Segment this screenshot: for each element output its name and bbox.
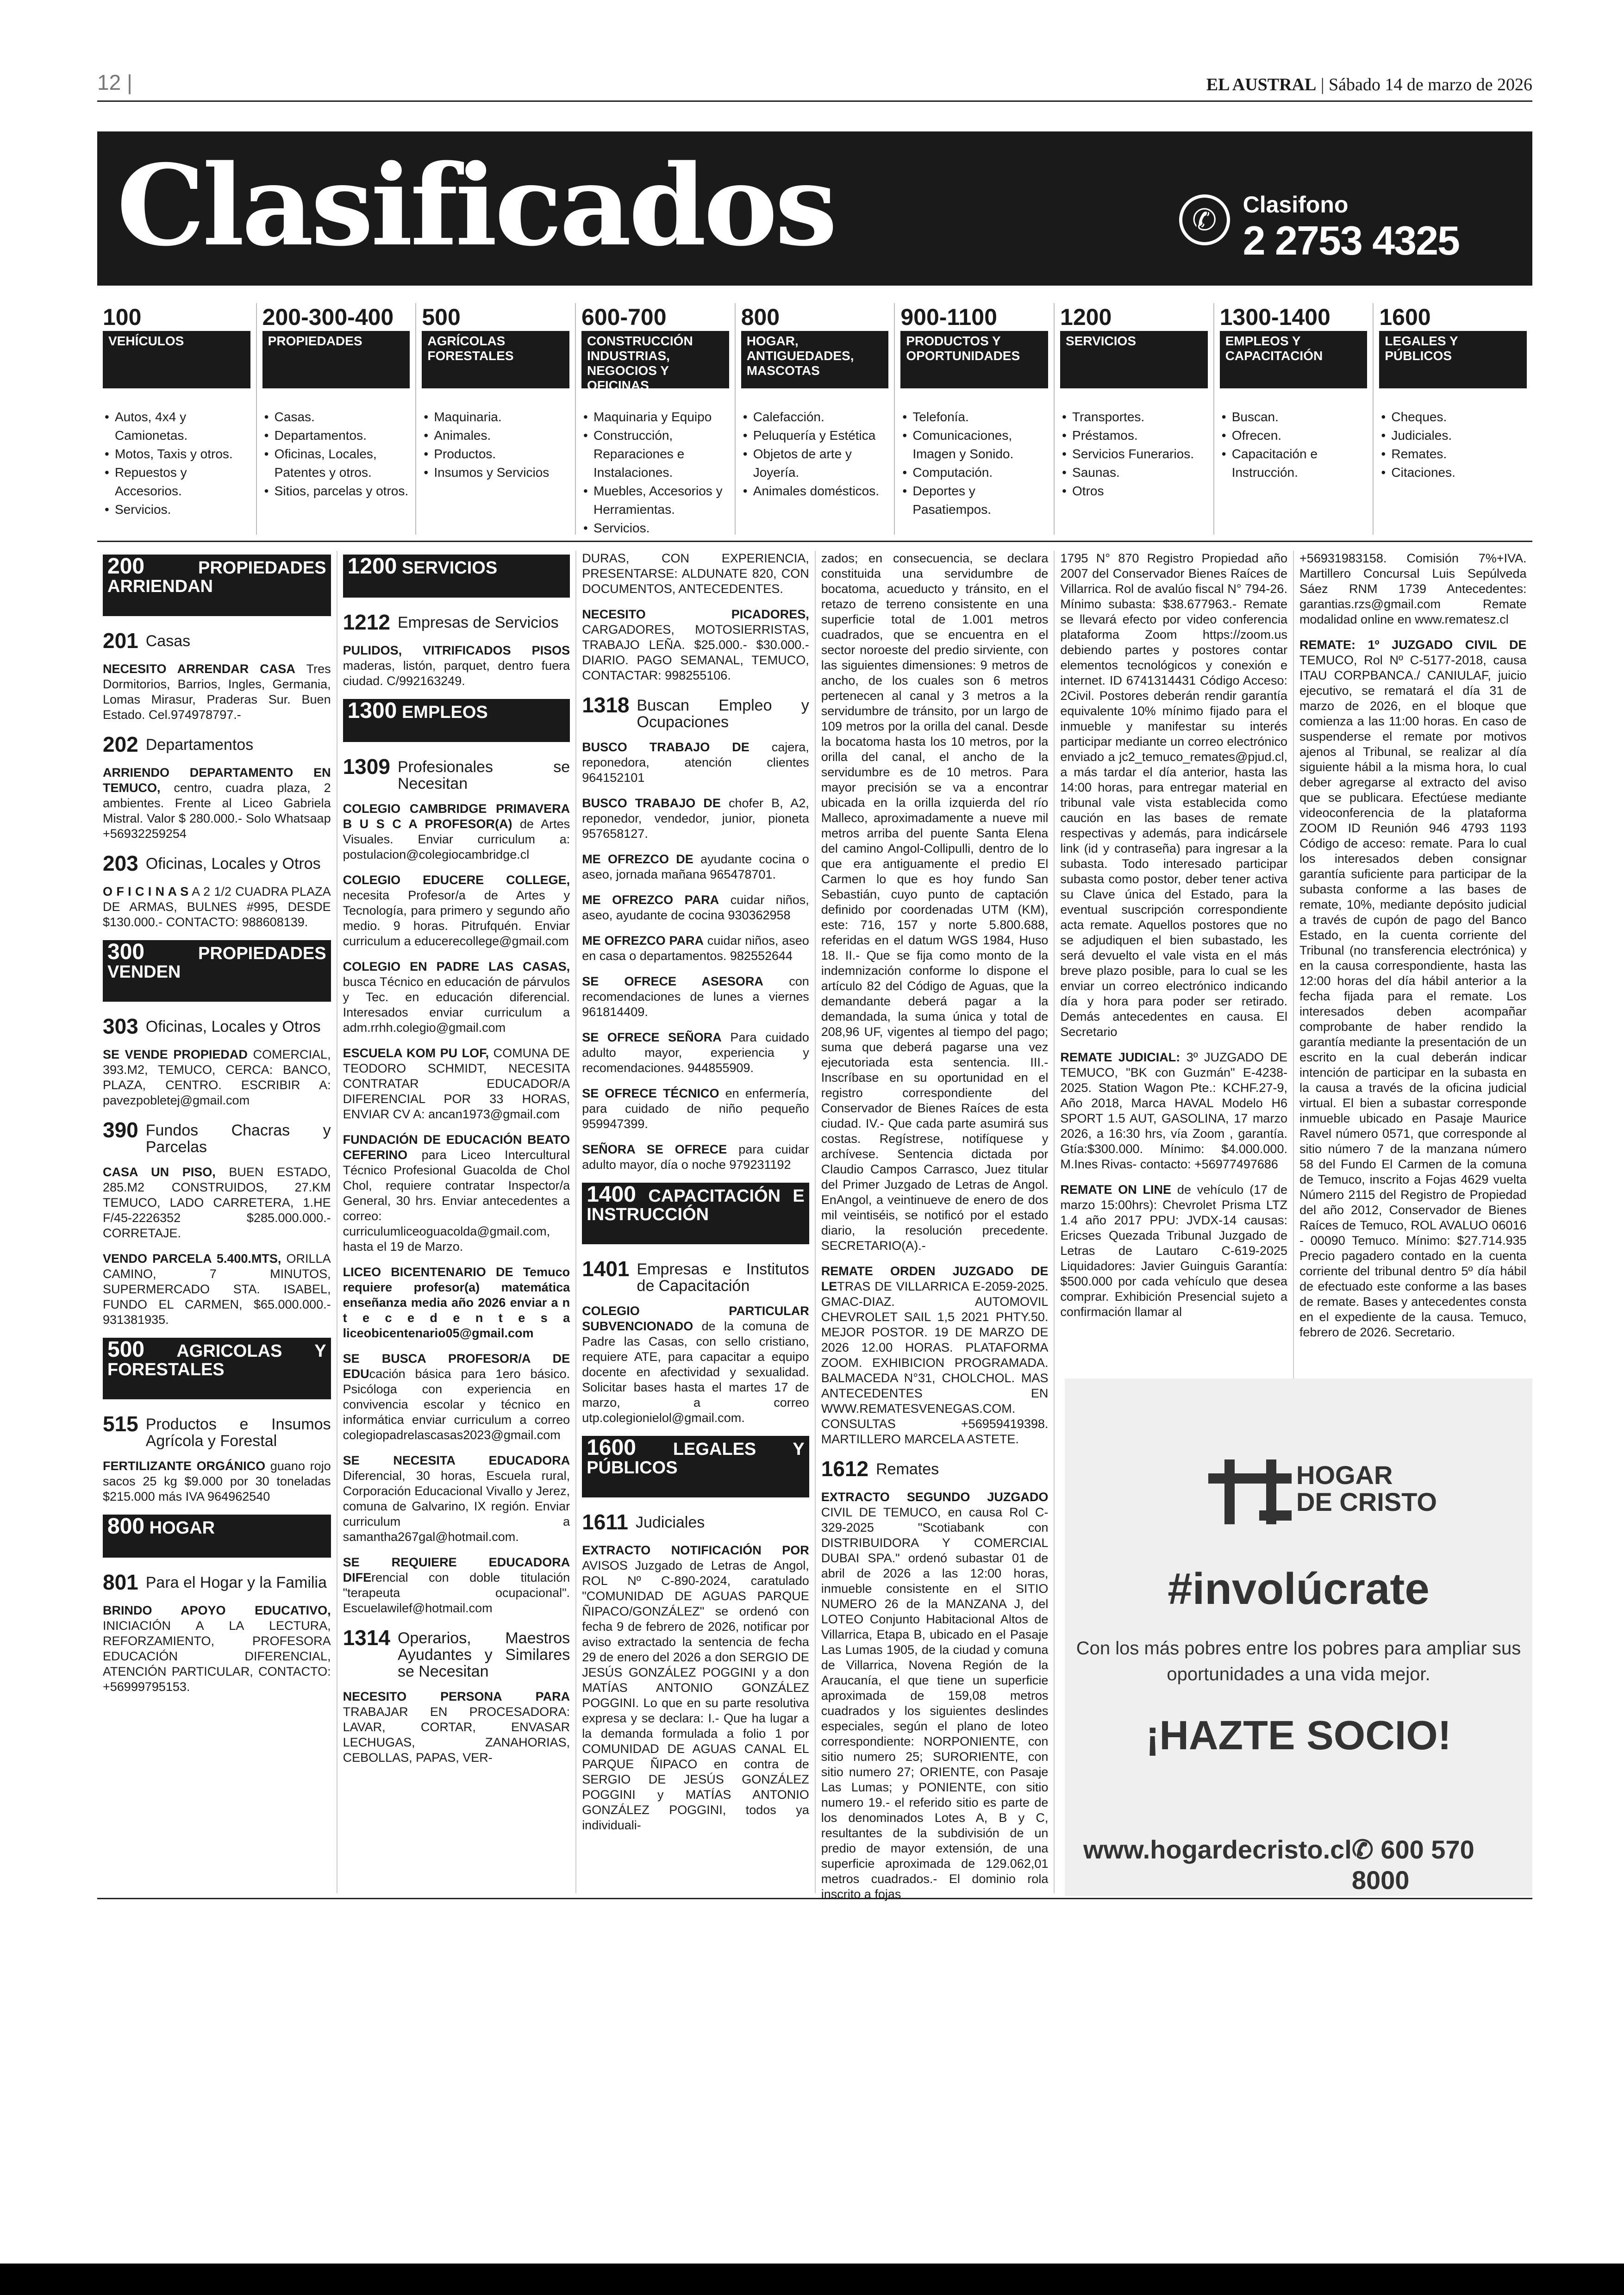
category-item: • Objetos de arte y Joyería. (741, 445, 889, 482)
classified-ad-continued: zados; en consecuencia, se declara constituida una servidumbre de bocatoma, acueducto y tránsito, en el retazo de terreno consistente en una superficie total de 1.001 metros cuadrados, que se encuentra en el sector noroeste del predio sirviente, con las siguientes dimensiones: 9 metros de ancho, de los cuales son 6 metros pertenecen al canal y 3 metros a la servidumbre de tránsito, por un largo de 109 metros por la orilla del canal. Desde la bocatoma hasta los 10 metros, por la orilla del canal, el ancho de la servidumbre es de 10 metros. Para mayor precisión se va a encontrar ubicada en la orilla izquierda del río Malleco, aproximadamente a nueve mil metros arriba del puente Santa Elena del camino Angol-Collipulli, dentro de lo que era antiguamente el predio El Carmen lo que es hoy fundo San Sebastián, cuyo punto de captación definido por coordenadas UTM (KM), este: 716, 157 y norte 5.800.688, referidas en el datum WGS 1984, Huso 18. II.- Que se fija como monto de la indemnización conforme lo dispone el artículo 82 del Código de Aguas, que la demandante deberá pagar a la demandada, la suma única y total de 208,96 UF, vigentes al tiempo del pago; suma que deberá pagarse una vez ejecutoriada esta sentencia. III.- Inscríbase en su oportunidad en el registro correspondiente del Conservador de Bienes Raíces de esta ciudad. IV.- Que cada parte asumirá sus costas. Regístrese, notifíquese y archívese. Sentencia dictada por Claudio Campos Carrasco, Juez titular del Primer Juzgado de Letras de Angol. EnAngol, a veintinueve de enero de dos mil veintiséis, se notificó por el estado diario, la resolución precedente. SECRETARIO(A).- (821, 551, 1049, 1253)
hogar-de-cristo-ad[interactable] (1065, 1378, 1532, 1896)
divider (97, 1898, 1532, 1899)
subsection-1612: 1612 Remates (821, 1457, 939, 1481)
category-900-1100 (894, 303, 1054, 535)
category-item: • Saunas. (1060, 463, 1208, 482)
subsection-390: 390 Fundos Chacras y Parcelas (103, 1118, 331, 1156)
category-item: • Maquinaria. (422, 408, 569, 426)
phone-icon: ✆ (1179, 194, 1230, 245)
page-header (97, 65, 1532, 102)
subsection-203: 203 Oficinas, Locales y Otros (103, 851, 321, 875)
subsection-1611: 1611 Judiciales (582, 1510, 705, 1534)
section-bar-300: 300 PROPIEDADES VENDEN (103, 940, 331, 1002)
classified-ad-continued: +56931983158. Comisión 7%+IVA. Martillero Concursal Luis Sepúlveda Sáez RNM 1739 Antecedentes: garantias.rzs@gmail.com Remate modalidad online en www.rematesz.cl (1299, 551, 1527, 626)
subsection-202: 202 Departamentos (103, 732, 254, 756)
category-label: EMPLEOS Y CAPACITACIÓN (1220, 331, 1368, 388)
category-item: • Oficinas, Locales, Patentes y otros. (262, 445, 410, 482)
classified-ad: PULIDOS, VITRIFICADOS PISOS maderas, listón, parquet, dentro fuera ciudad. C/992163249. (343, 643, 570, 688)
classified-ad: NECESITO ARRENDAR CASA Tres Dormitorios, Barrios, Ingles, Germania, Lomas Mirasur, Praderas Sur. Buen Estado. Cel.974978797.- (103, 662, 331, 722)
category-index (97, 303, 1532, 535)
section-bar-500: 500 AGRICOLAS Y FORESTALES (103, 1338, 331, 1399)
hogar-de-cristo-logo-icon (1204, 1455, 1296, 1529)
section-title: Clasificados (117, 140, 835, 271)
category-item: • Comunicaciones, Imagen y Sonido. (900, 426, 1048, 463)
category-label: HOGAR, ANTIGUEDADES, MASCOTAS (741, 331, 889, 388)
classified-ad: COLEGIO EN PADRE LAS CASAS, busca Técnico en educación de párvulos y Tec. en educación diferencial. Interesados enviar curriculum a adm.rrhh.colegio@gmail.com (343, 960, 570, 1035)
category-item: • Servicios. (581, 519, 729, 537)
category-item: • Casas. (262, 408, 410, 426)
category-600-700 (575, 303, 735, 535)
classified-ad: ME OFREZCO PARA cuidar niños, aseo en casa o departamentos. 982552644 (582, 934, 809, 963)
category-item: • Judiciales. (1379, 426, 1527, 445)
classified-ad: NECESITO PICADORES, CARGADORES, MOTOSIERRISTAS, TRABAJO LEÑA. $25.000.- $30.000.- DIARIO. PAGO SEMANAL, TEMUCO, CONTACTAR: 998255106. (582, 607, 809, 682)
classified-ad: CASA UN PISO, BUEN ESTADO, 285.M2 CONSTRUIDOS, 27.KM TEMUCO, LADO CARRETERA, 1.HE F/45-2226352 $285.000.000.- CORRETAJE. (103, 1165, 331, 1240)
category-items (1220, 408, 1368, 482)
classified-ad: FERTILIZANTE ORGÁNICO guano rojo sacos 25 kg $9.000 por 30 toneladas $215.000 más IVA 964962540 (103, 1459, 331, 1503)
category-label: SERVICIOS (1060, 331, 1208, 388)
category-item: • Sitios, parcelas y otros. (262, 482, 410, 500)
category-item: • Repuestos y Accesorios. (103, 463, 250, 500)
category-item: • Maquinaria y Equipo (581, 408, 729, 426)
subsection-515: 515 Productos e Insumos Agrícola y Forestal (103, 1412, 331, 1450)
category-item: • Animales domésticos. (741, 482, 889, 500)
category-number: 1200 (1060, 304, 1112, 330)
classified-ad: EXTRACTO SEGUNDO JUZGADO CIVIL DE TEMUCO, en causa Rol C-329-2025 "Scotiabank con DISTRIBUIDORA Y COMERCIAL DUBAI SPA." ordenó subastar 01 de abril de 2026 a las 12:00 horas, inmueble consistente en el SITIO NUMERO 26 de la MANZANA J, del LOTEO Conjunto Habitacional Altos de Villarrica, Etapa B, ubicado en el Pasaje Las Lumas 1905, de la ciudad y comuna de Villarrica, Novena Región de la Araucanía, el que tiene un superficie aproximada de 159,08 metros cuadrados y los siguientes deslindes especiales, según el plano de loteo correspondiente: NORPONIENTE, con sitio numero 25; SURORIENTE, con sitio numero 27; ORIENTE, con Pasaje Las Lumas; y PONIENTE, con sitio numero 19.- el referido sitio es parte de los denominados Lotes A, B y C, resultantes de la subdivisión de un predio de mayor extensión, de una superficie aproximada de 129.062,01 metros cuadrados.- El dominio rola inscrito a fojas (821, 1490, 1049, 1901)
category-number: 600-700 (581, 304, 667, 330)
category-item: • Citaciones. (1379, 463, 1527, 482)
classified-ad-continued: 1795 N° 870 Registro Propiedad año 2007 del Conservador Bienes Raíces de Villarrica. Rol de avalúo fiscal N° 794-26. Mínimo subasta: $38.677963.- Remate se llevará efecto por video conferencia plataforma Zoom https://zoom.us debiendo partes y postores contar elementos tecnológicos y conexión e internet. ID 6741314431 Código Acceso: 2Civil. Postores deberán rendir garantía equivalente 10% mínimo fijado para el inmueble y manifestar su interés participar mediante un correo electrónico enviado a jc2_temuco_remates@pjud.cl, a más tardar el día anterior, hasta las 14:00 horas, para entregar material en tribunal vale vista establecida como caución en las bases de remate respectivas y además, para indicársele link (id y contraseña) para ingresar a la subasta. Todo interesado participar subasta como postor, deber tener activa su Clave única del Estado, para la eventual suscripción correspondiente acta remate. Aquellos postores que no se adjudiquen el bien subastado, les será devuelto el vale vista en el más breve plazo posible, para lo cual se les enviar un correo electrónico indicando día y hora para poder ser retirado. Demás antecedentes en causa. El Secretario (1060, 551, 1287, 1039)
classified-ad: SE OFRECE ASESORA con recomendaciones de lunes a viernes 961814409. (582, 974, 809, 1019)
category-items (1060, 408, 1208, 500)
section-bar-1400: 1400 CAPACITACIÓN E INSTRUCCIÓN (582, 1183, 809, 1244)
classified-ad: SE VENDE PROPIEDAD COMERCIAL, 393.M2, TEMUCO, CERCA: BANCO, PLAZA, CENTRO. ESCRIBIR A: pavezpobletej@gmail.com (103, 1048, 331, 1107)
category-item: • Préstamos. (1060, 426, 1208, 445)
subsection-303: 303 Oficinas, Locales y Otros (103, 1014, 321, 1038)
classified-ad: REMATE ORDEN JUZGADO DE LETRAS DE VILLARRICA E-2059-2025. GMAC-DIAZ. AUTOMOVIL CHEVROLET SAIL 1,5 2021 PHTY.50. MEJOR POSTOR. 19 DE MARZO DE 2026 12.00 HORAS. PLATAFORMA ZOOM. EXHIBICION PROGRAMADA. BALMACEDA N°31, CHOLCHOL. MAS ANTECEDENTES EN WWW.REMATESVENEGAS.COM. CONSULTAS +56959419398. MARTILLERO MARCELA ASTETE. (821, 1264, 1049, 1446)
category-item: • Departamentos. (262, 426, 410, 445)
classified-ad: SE NECESITA EDUCADORA Diferencial, 30 horas, Escuela rural, Corporación Educacional Vivallo y Jerez, comuna de Galvarino, IX región. Enviar curriculum a samantha267gal@hotmail.com. (343, 1453, 570, 1544)
category-number: 200-300-400 (262, 304, 394, 330)
classified-ad: ARRIENDO DEPARTAMENTO EN TEMUCO, centro, cuadra plaza, 2 ambientes. Frente al Liceo Gabriela Mistral. Valor $ 280.000.- Solo Whatsaap +56932259254 (103, 766, 331, 841)
category-label: CONSTRUCCIÓN INDUSTRIAS, NEGOCIOS Y OFICINAS (581, 331, 729, 388)
edition-date: Sábado 14 de marzo de 2026 (1328, 75, 1532, 94)
category-item: • Construcción, Reparaciones e Instalaciones. (581, 426, 729, 482)
clasifono-contact (1179, 191, 1459, 263)
category-item: • Animales. (422, 426, 569, 445)
category-500 (415, 303, 575, 535)
category-number: 1600 (1379, 304, 1431, 330)
category-item: • Remates. (1379, 445, 1527, 463)
category-1600 (1373, 303, 1532, 535)
section-bar-1300: 1300 EMPLEOS (343, 699, 570, 742)
subsection-1309: 1309 Profesionales se Necesitan (343, 755, 570, 792)
classified-ad: BUSCO TRABAJO DE cajera, reponedora, atención clientes 964152101 (582, 740, 809, 785)
category-number: 500 (422, 304, 461, 330)
category-number: 100 (103, 304, 142, 330)
phone-icon: ✆ (1351, 1835, 1381, 1864)
category-item: • Computación. (900, 463, 1048, 482)
classified-ad-continued: DURAS, CON EXPERIENCIA, PRESENTARSE: ALDUNATE 820, CON DOCUMENTOS, ANTECEDENTES. (582, 551, 809, 596)
classified-ad: REMATE JUDICIAL: 3º JUZGADO DE TEMUCO, "BK con Guzmán" E-4238-2025. Station Wagon Pte.: KCHF.27-9, Año 2018, Marca HAVAL Modelo H6 SPORT 1.5 AUT, GASOLINA, 17 marzo 2026, a 16:30 hrs, vía Zoom , garantía. Gtía:$300.000. Mínimo: $4.000.000. M.Ines Rivas- contacto: +56977497686 (1060, 1050, 1287, 1171)
category-items (103, 408, 250, 519)
category-label: VEHÍCULOS (103, 331, 250, 388)
column-1 (97, 551, 337, 1893)
classified-ad: COLEGIO PARTICULAR SUBVENCIONADO de la comuna de Padre las Casas, con sello cristiano, requiere ATE, para capacitar a equipo docente en afectividad y sexualidad. Solicitar bases hasta el martes 17 de marzo, a correo utp.colegionielol@gmail.com. (582, 1304, 809, 1425)
phone-number: ✆ 600 570 8000 (1351, 1835, 1474, 1895)
classified-ad: COLEGIO EDUCERE COLLEGE, necesita Profesor/a de Artes y Tecnología, para primero y segundo año medio. 9 horas. Pitrufquén. Enviar curriculum a educerecollege@gmail.com (343, 873, 570, 948)
section-bar-1600: 1600 LEGALES Y PÚBLICOS (582, 1436, 809, 1497)
section-bar-1200: 1200 SERVICIOS (343, 555, 570, 598)
category-items (900, 408, 1048, 519)
column-4 (815, 551, 1054, 1901)
category-item: • Cheques. (1379, 408, 1527, 426)
classified-ad: EXTRACTO NOTIFICACIÓN POR AVISOS Juzgado de Letras de Angol, ROL Nº C-890-2024, caratulado "COMUNIDAD DE AGUAS PARQUE ÑIPACO/GONZÁLEZ" se ordenó con fecha 9 de febrero de 2026, notificar por aviso extractado la sentencia de fecha 29 de enero del 2026 a don SERGIO DE JESÚS GONZÁLEZ POGGINI y a don MATÍAS ANTONIO GONZÁLEZ POGGINI. Lo que en su parte resolutiva expresa y se declara: I.- Que ha lugar a la demanda formulada a folio 1 por COMUNIDAD DE AGUAS CANAL EL PARQUE ÑIPACO en contra de SERGIO DE JESÚS GONZÁLEZ POGGINI y MATÍAS ANTONIO GONZÁLEZ POGGINI, todos ya individuali- (582, 1543, 809, 1832)
category-item: • Productos. (422, 445, 569, 463)
category-label: PROPIEDADES (262, 331, 410, 388)
subsection-801: 801 Para el Hogar y la Familia (103, 1570, 327, 1594)
classified-ad: VENDO PARCELA 5.400.MTS, ORILLA CAMINO, 7 MINUTOS, SUPERMERCADO STA. ISABEL, FUNDO EL CARMEN, $65.000.000.- 931381935. (103, 1252, 331, 1327)
classified-ad: SEÑORA SE OFRECE para cuidar adulto mayor, día o noche 979231192 (582, 1142, 809, 1172)
category-item: • Telefonía. (900, 408, 1048, 426)
classified-ad: ESCUELA KOM PU LOF, COMUNA DE TEODORO SCHMIDT, NECESITA CONTRATAR EDUCADOR/A DIFERENCIAL POR 33 HORAS, ENVIAR CV A: ancan1973@gmail.com (343, 1046, 570, 1121)
category-number: 800 (741, 304, 780, 330)
masthead (97, 131, 1532, 286)
category-item: • Ofrecen. (1220, 426, 1368, 445)
category-item: • Buscan. (1220, 408, 1368, 426)
category-item: • Calefacción. (741, 408, 889, 426)
classified-ad: SE OFRECE SEÑORA Para cuidado adulto mayor, experiencia y recomendaciones. 944855909. (582, 1030, 809, 1075)
category-items (422, 408, 569, 482)
column-2 (337, 551, 576, 1893)
classified-ad: ME OFREZCO DE ayudante cocina o aseo, jornada mañana 965478701. (582, 852, 809, 881)
category-label: LEGALES Y PÚBLICOS (1379, 331, 1527, 388)
category-1300-1400 (1213, 303, 1373, 535)
clasifono-label: Clasifono (1243, 192, 1349, 218)
divider (97, 541, 1532, 542)
column-3 (575, 551, 815, 1893)
category-item: • Insumos y Servicios (422, 463, 569, 482)
ad-footer (1083, 1834, 1514, 1895)
category-item: • Muebles, Accesorios y Herramientas. (581, 482, 729, 519)
page-number: 12 | (97, 70, 132, 94)
category-label: PRODUCTOS Y OPORTUNIDADES (900, 331, 1048, 388)
category-number: 900-1100 (900, 304, 997, 330)
hashtag: #involúcrate (1168, 1564, 1430, 1614)
classified-ad: BUSCO TRABAJO DE chofer B, A2, reponedor, vendedor, junior, pioneta 957658127. (582, 796, 809, 841)
classified-ad: LICEO BICENTENARIO DE Temuco requiere profesor(a) matemática enseñanza media año 2026 enviar a n t e c e d e n t e s a liceobicentenario05@gmail.com (343, 1265, 570, 1340)
mission-text: Con los más pobres entre los pobres para ampliar sus oportunidades a una vida mejor. (1076, 1638, 1521, 1684)
classified-ad: COLEGIO CAMBRIDGE PRIMAVERA B U S C A PROFESOR(A) de Artes Visuales. Enviar curriculum a: postulacion@colegiocambridge.cl (343, 802, 570, 861)
category-item: • Capacitación e Instrucción. (1220, 445, 1368, 482)
viewer-bottom-bar (0, 2264, 1624, 2295)
subsection-1318: 1318 Buscan Empleo y Ocupaciones (582, 693, 809, 731)
category-label: AGRÍCOLAS FORESTALES (422, 331, 569, 388)
category-item: • Servicios. (103, 500, 250, 519)
classified-ad: O F I C I N A S A 2 1/2 CUADRA PLAZA DE ARMAS, BULNES #995, DESDE $130.000.- CONTACTO: 988608139. (103, 885, 331, 929)
category-items (262, 408, 410, 500)
classified-ad: SE REQUIERE EDUCADORA DIFErencial con doble titulación "terapeuta ocupacional". Escuelawilef@hotmail.com (343, 1555, 570, 1615)
category-item: • Peluquería y Estética (741, 426, 889, 445)
classified-ad: ME OFREZCO PARA cuidar niños, aseo, ayudante de cocina 930362958 (582, 893, 809, 922)
classified-ad: NECESITO PERSONA PARA TRABAJAR EN PROCESADORA: LAVAR, CORTAR, ENVASAR LECHUGAS, ZANAHORIAS, CEBOLLAS, PAPAS, VER- (343, 1690, 570, 1765)
category-items (581, 408, 729, 537)
category-items (741, 408, 889, 500)
classified-ad: SE BUSCA PROFESOR/A DE EDUcación básica para 1ero básico. Psicóloga con experiencia en convivencia escolar y técnico en informática enviar curriculum a correo colegiopadrelascasas2023@gmail.com (343, 1352, 570, 1442)
category-item: • Motos, Taxis y otros. (103, 445, 250, 463)
category-item: • Servicios Funerarios. (1060, 445, 1208, 463)
category-item: • Deportes y Pasatiempos. (900, 482, 1048, 519)
paper-name: EL AUSTRAL (1206, 75, 1317, 94)
category-item: • Autos, 4x4 y Camionetas. (103, 408, 250, 445)
subsection-1401: 1401 Empresas e Institutos de Capacitación (582, 1257, 809, 1295)
subsection-201: 201 Casas (103, 629, 191, 653)
paper-date: EL AUSTRAL | Sábado 14 de marzo de 2026 (1206, 75, 1532, 94)
classified-ad: REMATE ON LINE de vehículo (17 de marzo 15:00hrs): Chevrolet Prisma LTZ 1.4 año 2017 PPU: JVDX-14 causas: Ericses Quezada Tribunal Juzgado de Letras de Lautaro C-619-2025 Liquidadores: Javier Guinguis Garantía: $500.000 por cada vehículo que desea comprar. Exhibición Presencial sujeto a confirmación llamar al (1060, 1183, 1287, 1319)
classified-ad: BRINDO APOYO EDUCATIVO, INICIACIÓN A LA LECTURA, REFORZAMIENTO, PROFESORA EDUCACIÓN DIFERENCIAL, ATENCIÓN PARTICULAR, CONTACTO: +56999795153. (103, 1603, 331, 1694)
category-1200 (1054, 303, 1213, 535)
category-100 (97, 303, 256, 535)
classified-ad: SE OFRECE TÉCNICO en enfermería, para cuidado de niño pequeño 959947399. (582, 1086, 809, 1131)
subsection-1212: 1212 Empresas de Servicios (343, 610, 559, 634)
category-item: • Transportes. (1060, 408, 1208, 426)
category-200-300-400 (256, 303, 416, 535)
website-link[interactable]: www.hogardecristo.cl (1083, 1835, 1352, 1864)
category-items (1379, 408, 1527, 482)
category-number: 1300-1400 (1219, 304, 1330, 330)
section-bar-800: 800 HOGAR (103, 1515, 331, 1558)
hogar-brand: HOGAR DE CRISTO (1296, 1460, 1437, 1516)
section-bar-200: 200 PROPIEDADES ARRIENDAN (103, 555, 331, 616)
category-item: • Otros (1060, 482, 1208, 500)
category-800 (735, 303, 894, 535)
subsection-1314: 1314 Operarios, Maestros Ayudantes y Similares se Necesitan (343, 1626, 570, 1680)
cta-text: ¡HAZTE SOCIO! (1146, 1712, 1451, 1758)
classified-ad: REMATE: 1º JUZGADO CIVIL DE TEMUCO, Rol Nº C-5177-2018, causa ITAU CORPBANCA./ CANIULAF, juicio ejecutivo, se rematará el día 31 de marzo de 2026, en el bloque que comienza a las 11:00 horas. En caso de suspenderse el remate por motivos ajenos al Tribunal, se realizar al día siguiente hábil a la misma hora, lo cual deber agregarse al extracto del aviso que se publicara. Efectúese mediante videoconferencia de la plataforma ZOOM ID Reunión 946 4793 1193 Código de acceso: remate. Para lo cual los interesados deben consignar garantía suficiente para participar de la subasta conforme a las bases de remate, 10%, mediante depósito judicial a través de cupón de pago del Banco Estado, en la cuenta corriente del Tribunal (no transferencia electrónica) y en la causa correspondiente, hasta las 12:00 horas del día hábil anterior a la fecha fijada para el remate. Los interesados deben acompañar comprobante de haber rendido la garantía mediante la presentación de un escrito en la cual deberán indicar intención de participar en la subasta en la causa a través de la oficina judicial virtual. El bien a subastar corresponde inmueble ubicado en Pasaje Maurice Ravel número 0571, que corresponde al sitio número 7 de la manzana número 58 del Fundo El Carmen de la comuna de Temuco, inscrito a Fojas 4629 vuelta Número 2115 del Registro de Propiedad del año 2012, Conservador de Bienes Raíces de Temuco, ROL AVALUO 06016 - 00090 Temuco. Mínimo: $27.714.935 Precio pagadero contado en la cuenta corriente del tribunal dentro 5º día hábil de efectuado este conforme a las bases de remate. Bases y antecedentes consta en el expediente de la causa. Temuco, febrero de 2026. Secretario. (1299, 638, 1527, 1339)
classified-ad: FUNDACIÓN DE EDUCACIÓN BEATO CEFERINO para Liceo Intercultural Técnico Profesional Guacolda de Chol Chol, requiere contratar Inspector/a General, 30 hrs. Enviar antecedentes a correo: curriculumliceoguacolda@gmail.com, hasta el 19 de Marzo. (343, 1133, 570, 1254)
clasifono-phone: 2 2753 4325 (1243, 218, 1459, 263)
